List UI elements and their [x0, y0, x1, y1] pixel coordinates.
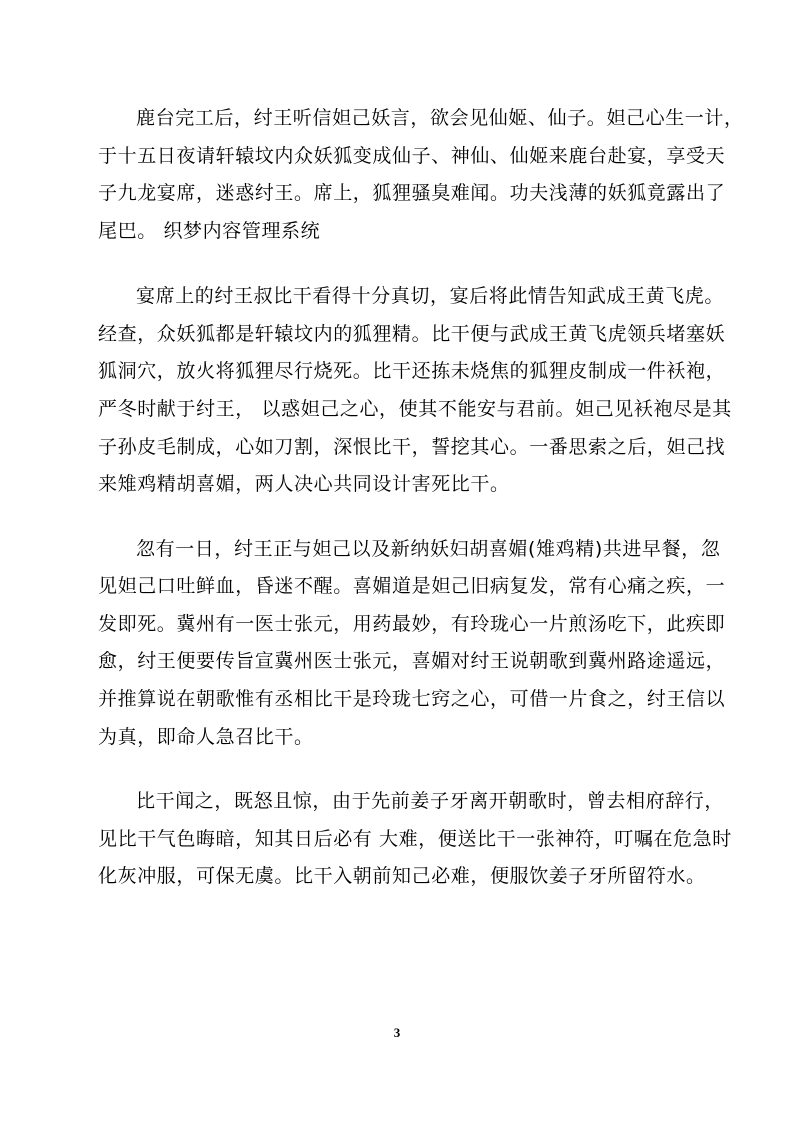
text-line: 化灰冲服，可保无虞。比干入朝前知己必难，便服饮姜子牙所留符水。 [98, 865, 706, 887]
page-number: 3 [393, 1025, 401, 1040]
text-line: 子九龙宴席，迷惑纣王。席上，狐狸骚臭难闻。功夫浅薄的妖狐竟露出了 [98, 182, 726, 204]
text-line: 忽有一日，纣王正与妲己以及新纳妖妇胡喜媚(雉鸡精)共进早餐，忽 [136, 538, 721, 560]
text-line: 发即死。冀州有一医士张元，用药最妙，有玲珑心一片煎汤吃下，此疾即 [98, 613, 726, 635]
text-line: 并推算说在朝歌惟有丞相比干是玲珑七窍之心，可借一片食之，纣王信以 [98, 688, 726, 710]
text-line: 严冬时献于纣王， 以惑妲己之心，使其不能安与君前。妲己见袄袍尽是其 [98, 398, 732, 420]
text-line: 经查，众妖狐都是轩辕坟内的狐狸精。比干便与武成王黄飞虎领兵堵塞妖 [98, 323, 726, 345]
text-line: 愈，纣王便要传旨宣冀州医士张元，喜媚对纣王说朝歌到冀州路途遥远， [98, 650, 726, 672]
text-line: 见比干气色晦暗，知其日后必有 大难，便送比干一张神符，叮嘱在危急时 [98, 828, 732, 850]
text-line: 尾巴。 织梦内容管理系统 [98, 220, 321, 242]
text-line: 宴席上的纣王叔比干看得十分真切，宴后将此情告知武成王黄飞虎。 [136, 285, 725, 307]
text-line: 鹿台完工后，纣王听信妲己妖言，欲会见仙姬、仙子。妲己心生一计， [136, 107, 744, 129]
text-line: 来雉鸡精胡喜媚，两人决心共同设计害死比干。 [98, 473, 510, 495]
text-line: 为真，即命人急召比干。 [98, 726, 314, 748]
text-line: 于十五日夜请轩辕坟内众妖狐变成仙子、神仙、仙姬来鹿台赴宴，享受天 [98, 145, 726, 167]
text-line: 子孙皮毛制成，心如刀割，深恨比干，誓挖其心。一番思索之后，妲己找 [98, 436, 726, 458]
text-line: 见妲己口吐鲜血，昏迷不醒。喜媚道是妲己旧病复发，常有心痛之疾，一 [98, 575, 726, 597]
text-line: 比干闻之，既怒且惊，由于先前姜子牙离开朝歌时，曾去相府辞行， [136, 790, 725, 812]
text-line: 狐洞穴，放火将狐狸尽行烧死。比干还拣未烧焦的狐狸皮制成一件袄袍， [98, 360, 726, 382]
